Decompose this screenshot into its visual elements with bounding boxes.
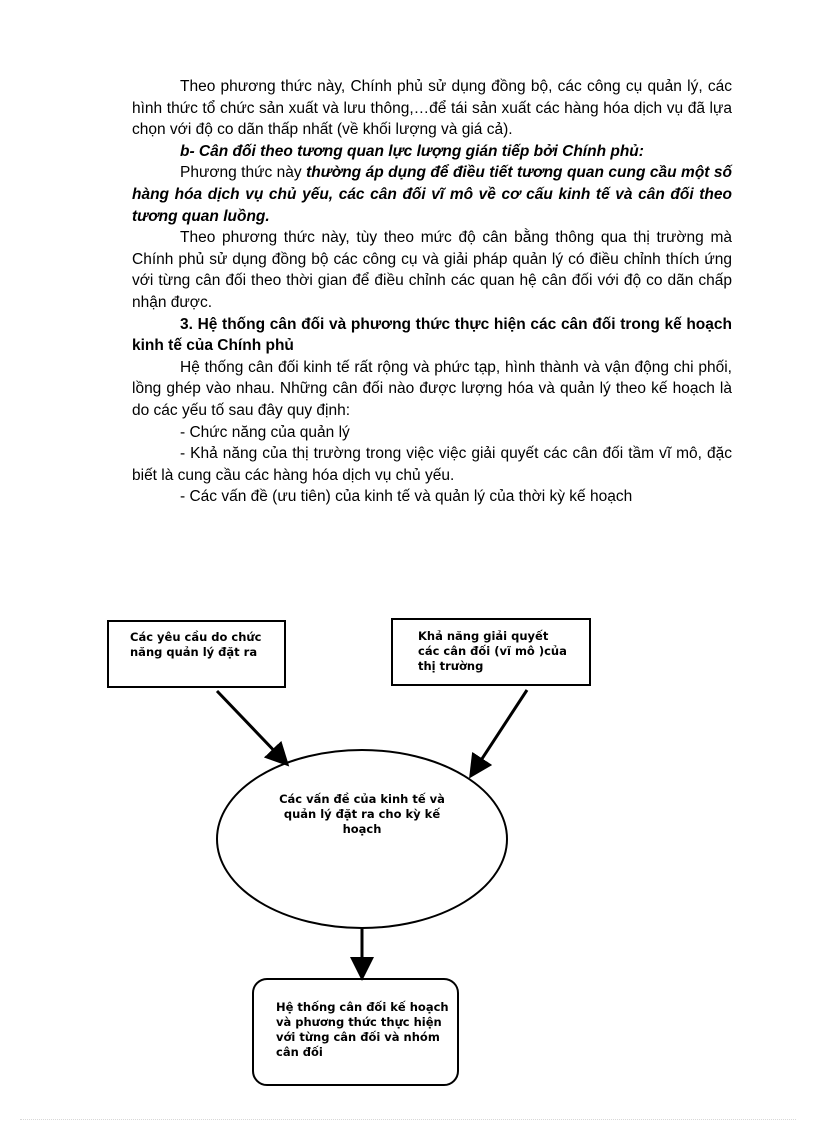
ellipse-line-2: quản lý đặt ra cho kỳ kế	[283, 807, 441, 821]
paragraph-1: Theo phương thức này, Chính phủ sử dụng đồng bộ, các công cụ quản lý, các hình thức tổ chức sản xuất và lưu thông,…để tái sản xuất các hàng hóa dịch vụ đã lựa chọn với độ co dãn thấp nhất (về khối lượng và giá cả).	[132, 78, 732, 139]
arrow-right-to-ellipse	[474, 690, 527, 771]
page-bottom-rule	[20, 1119, 796, 1120]
ellipse-line-1: Các vấn đề của kinh tế và	[279, 792, 445, 806]
box-left-text	[130, 630, 261, 660]
box-right-text	[418, 629, 567, 674]
box-bottom-line-1: Hệ thống cân đối kế hoạch	[276, 1000, 449, 1014]
box-left-line-1: Các yêu cầu do chức	[130, 630, 262, 644]
paragraph-4: Hệ thống cân đối kinh tế rất rộng và phức tạp, hình thành và vận động chi phối, lồng ghép vào nhau. Những cân đối nào được lượng hóa và quản lý theo kế hoạch là do các yếu tố sau đây quy định:	[132, 358, 732, 419]
box-left-line-2: năng quản lý đặt ra	[130, 645, 258, 659]
heading-b: b- Cân đối theo tương quan lực lượng gián tiếp bởi Chính phủ:	[180, 142, 644, 160]
paragraph-3: Theo phương thức này, tùy theo mức độ cân bằng thông qua thị trường mà Chính phủ sử dụng đồng bộ các công cụ và giải pháp quản lý có điều chỉnh thích ứng với từng cân đối theo thời gian để điều chỉnh các quan hệ cân đối với độ co dãn chấp nhận được.	[132, 229, 732, 311]
box-bottom-text	[276, 1000, 449, 1060]
heading-3: 3. Hệ thống cân đối và phương thức thực hiện các cân đối trong kế hoạch kinh tế của Chính phủ	[132, 315, 732, 355]
arrow-left-to-ellipse	[217, 691, 283, 760]
box-right-line-1: Khả năng giải quyết	[418, 629, 549, 643]
box-bottom-line-4: cân đối	[276, 1045, 323, 1059]
ellipse-economic-issues	[217, 750, 507, 928]
ellipse-line-3: hoạch	[342, 822, 382, 836]
paragraph-2-prefix: Phương thức này	[180, 164, 307, 182]
paragraph-2-emphasis: thường áp dụng để điều tiết tương quan cung cầu một số hàng hóa dịch vụ chủ yếu, các cân đối vĩ mô về cơ cấu kinh tế và cân đối theo tương quan luồng.	[132, 164, 732, 225]
box-right-line-3: thị trường	[418, 659, 484, 673]
list-item-1: - Chức năng của quản lý	[180, 423, 350, 441]
box-right-line-2: các cân đối (vĩ mô )của	[418, 644, 567, 658]
box-bottom-line-3: với từng cân đối và nhóm	[276, 1030, 440, 1044]
list-item-3: - Các vấn đề (ưu tiên) của kinh tế và quản lý của thời kỳ kế hoạch	[180, 488, 633, 506]
box-bottom-line-2: và phương thức thực hiện	[276, 1015, 442, 1029]
ellipse-text	[262, 792, 462, 837]
list-item-2: - Khả năng của thị trường trong việc việc giải quyết các cân đối tầm vĩ mô, đặc biết là cung cầu các hàng hóa dịch vụ chủ yếu.	[132, 445, 732, 484]
